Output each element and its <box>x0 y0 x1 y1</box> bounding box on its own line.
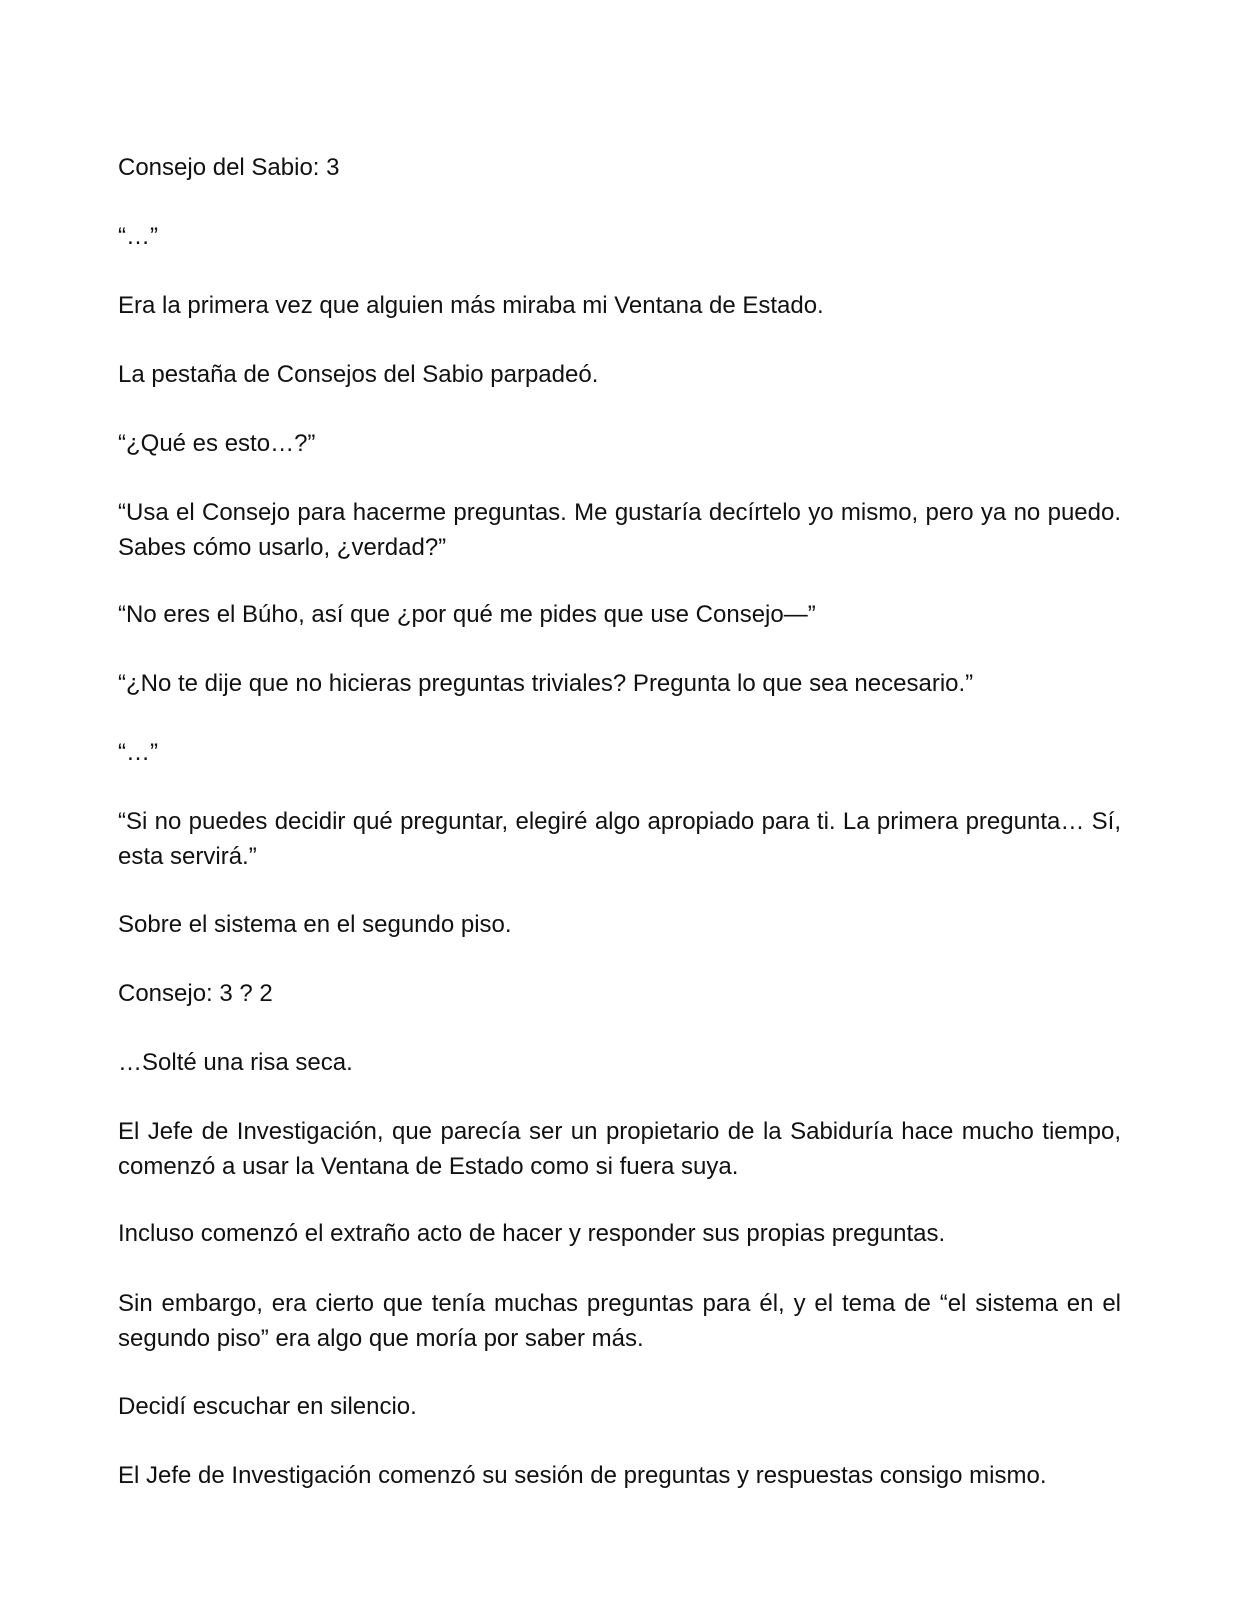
paragraph-15: Incluso comenzó el extraño acto de hacer y responder sus propias preguntas. <box>118 1220 946 1247</box>
paragraph-13: …Solté una risa seca. <box>118 1049 353 1076</box>
paragraph-6: “Usa el Consejo para hacerme preguntas. Me gustaría decírtelo yo mismo, pero ya no puedo. Sabes cómo usarlo, ¿verdad?” <box>118 499 1121 561</box>
paragraph-17: Decidí escuchar en silencio. <box>118 1393 417 1420</box>
paragraph-16: Sin embargo, era cierto que tenía muchas preguntas para él, y el tema de “el sistema en el segundo piso” era algo que moría por saber más. <box>118 1290 1121 1352</box>
paragraph-8: “¿No te dije que no hicieras preguntas triviales? Pregunta lo que sea necesario.” <box>118 670 974 697</box>
paragraph-18: El Jefe de Investigación comenzó su sesión de preguntas y respuestas consigo mismo. <box>118 1462 1047 1489</box>
paragraph-14: El Jefe de Investigación, que parecía ser un propietario de la Sabiduría hace mucho tiempo, comenzó a usar la Ventana de Estado como si fuera suya. <box>118 1118 1121 1180</box>
paragraph-3: Era la primera vez que alguien más miraba mi Ventana de Estado. <box>118 292 824 319</box>
paragraph-12: Consejo: 3 ? 2 <box>118 980 273 1007</box>
paragraph-2: “…” <box>118 223 158 250</box>
paragraph-9: “…” <box>118 739 158 766</box>
paragraph-11: Sobre el sistema en el segundo piso. <box>118 911 512 938</box>
paragraph-4: La pestaña de Consejos del Sabio parpadeó. <box>118 361 599 388</box>
paragraph-7: “No eres el Búho, así que ¿por qué me pides que use Consejo—” <box>118 601 816 628</box>
paragraph-1: Consejo del Sabio: 3 <box>118 154 340 181</box>
paragraph-10: “Si no puedes decidir qué preguntar, elegiré algo apropiado para ti. La primera pregunta… Sí, esta servirá.” <box>118 808 1121 870</box>
paragraph-5: “¿Qué es esto…?” <box>118 430 316 457</box>
